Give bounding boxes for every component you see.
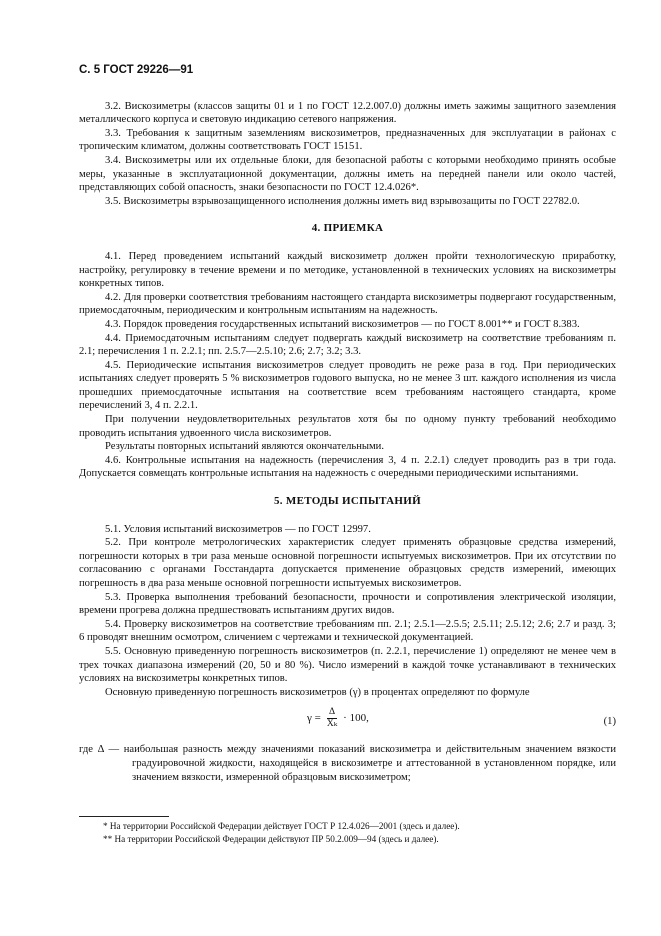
paragraph: 3.5. Вискозиметры взрывозащищенного исполнения должны иметь вид взрывозащиты по ГОСТ 22782.0. bbox=[105, 195, 580, 207]
formula-denominator: Xₖ bbox=[326, 719, 338, 730]
formula-fraction bbox=[325, 707, 339, 730]
footnote: * На территории Российской Федерации действует ГОСТ Р 12.4.026—2001 (здесь и далее). bbox=[103, 821, 460, 831]
section4-body bbox=[79, 250, 616, 481]
formula-lhs: γ = bbox=[307, 712, 321, 725]
formula-number: (1) bbox=[603, 716, 616, 728]
footnote-divider bbox=[79, 816, 169, 817]
paragraph: 5.2. При контроле метрологических характеристик следует применять образцовые средства измерений, погрешности которых в три раза меньше основной погрешности испытуемых вискозиметров. При их отсутствии по согласованию с органами Госстандарта допускается применение образцовых средств измерений, имеющих погрешность в два раза меньше основной погрешности испытуемых вискозиметров. bbox=[79, 537, 616, 589]
paragraph: 5.1. Условия испытаний вискозиметров — по ГОСТ 12997. bbox=[105, 523, 371, 535]
where-lead: где Δ — bbox=[79, 744, 120, 756]
paragraph: 5.5. Основную приведенную погрешность вискозиметров (п. 2.2.1, перечисление 1) определяют не менее чем в трех точках диапазона измерений (20, 50 и 80 %). Число измерений в каждой точке устанавливают в технических условиях на вискозиметры конкретных типов. bbox=[79, 645, 616, 685]
formula-where-definition bbox=[79, 743, 616, 784]
footnotes bbox=[79, 820, 616, 845]
paragraph: 4.3. Порядок проведения государственных испытаний вискозиметров — по ГОСТ 8.001** и ГОСТ 8.383. bbox=[105, 318, 580, 330]
paragraph: Основную приведенную погрешность вискозиметров (γ) в процентах определяют по формуле bbox=[105, 686, 530, 698]
section-title-test-methods: 5. МЕТОДЫ ИСПЫТАНИЙ bbox=[274, 495, 421, 508]
paragraph: 4.1. Перед проведением испытаний каждый вискозиметр должен пройти технологическую приработку, настройку, регулировку в течение времени и по методике, установленной в технических условиях на вискозиметры конкретных типов. bbox=[79, 250, 616, 290]
formula-numerator: Δ bbox=[328, 707, 336, 718]
section5-body bbox=[79, 523, 616, 785]
paragraph: 3.4. Вискозиметры или их отдельные блоки, для безопасной работы с которыми необходимо принять особые меры, указанные в эксплуатационной документации, должны иметь на передней панели или около частей, представляющих собой опасность, знаки безопасности по ГОСТ 12.4.026*. bbox=[79, 154, 616, 194]
page-header: С. 5 ГОСТ 29226—91 bbox=[79, 64, 194, 76]
section-title-acceptance: 4. ПРИЕМКА bbox=[311, 222, 384, 235]
paragraph: 4.2. Для проверки соответствия требованиям настоящего стандарта вискозиметры подвергают государственным, приемосдаточным, периодическим и контрольным испытаниям на надежность. bbox=[79, 291, 616, 317]
section3-continuation bbox=[79, 100, 616, 209]
paragraph: 4.5. Периодические испытания вискозиметров следует проводить не реже раза в год. При периодических испытаниях следует проверять 5 % вискозиметров годового выпуска, но не менее 3 шт. каждого исполнения из числа прошедших приемосдаточные испытания на соответствие всем требованиям настоящего стандарта, кроме перечислений 3, 4 п. 2.2.1. bbox=[79, 359, 616, 412]
paragraph: 5.4. Проверку вискозиметров на соответствие требованиям пп. 2.1; 2.5.1—2.5.5; 2.5.11; 2.5.12; 2.6; 2.7 и разд. 3; 6 проводят внешним осмотром, сличением с чертежами и технической документацией. bbox=[79, 618, 616, 644]
paragraph: 3.2. Вискозиметры (классов защиты 01 и 1 по ГОСТ 12.2.007.0) должны иметь зажимы защитного заземления металлического корпуса и световую индикацию сетевого напряжения. bbox=[79, 100, 616, 126]
where-text: наибольшая разность между значениями показаний вискозиметра и действительным значением вязкости градуировочной жидкости, находящейся в вискозиметре и аттестованной в установленном порядке, или значением вязкости, измеренной образцовым вискозиметром; bbox=[123, 744, 616, 783]
footnote: ** На территории Российской Федерации действуют ПР 50.2.009—94 (здесь и далее). bbox=[103, 833, 439, 844]
paragraph: 4.4. Приемосдаточным испытаниям следует подвергать каждый вискозиметр на соответствие требованиям п. 2.1; перечисления 1 п. 2.2.1; пп. 2.5.7—2.5.10; 2.6; 2.7; 3.2; 3.3. bbox=[79, 332, 616, 358]
paragraph: Результаты повторных испытаний являются окончательными. bbox=[105, 441, 385, 453]
formula-rhs: · 100, bbox=[343, 712, 369, 725]
document-page bbox=[79, 64, 616, 784]
paragraph: 5.3. Проверка выполнения требований безопасности, прочности и сопротивления электрической изоляции, времени прогрева должна предшествовать испытаниям других видов. bbox=[79, 591, 616, 617]
formula bbox=[307, 707, 369, 730]
formula-block bbox=[79, 705, 616, 739]
paragraph: 3.3. Требования к защитным заземлениям вискозиметров, предназначенных для эксплуатации в районах с тропическим климатом, должны соответствовать ГОСТ 15151. bbox=[79, 127, 616, 153]
paragraph: При получении неудовлетворительных результатов хотя бы по одному пункту требований необходимо проводить испытания удвоенного числа вискозиметров. bbox=[79, 414, 616, 439]
paragraph: 4.6. Контрольные испытания на надежность (перечисления 3, 4 п. 2.2.1) следует проводить раз в три года. Допускается совмещать контрольные испытания на надежность с очередными периодическими испытаниями. bbox=[79, 454, 616, 480]
